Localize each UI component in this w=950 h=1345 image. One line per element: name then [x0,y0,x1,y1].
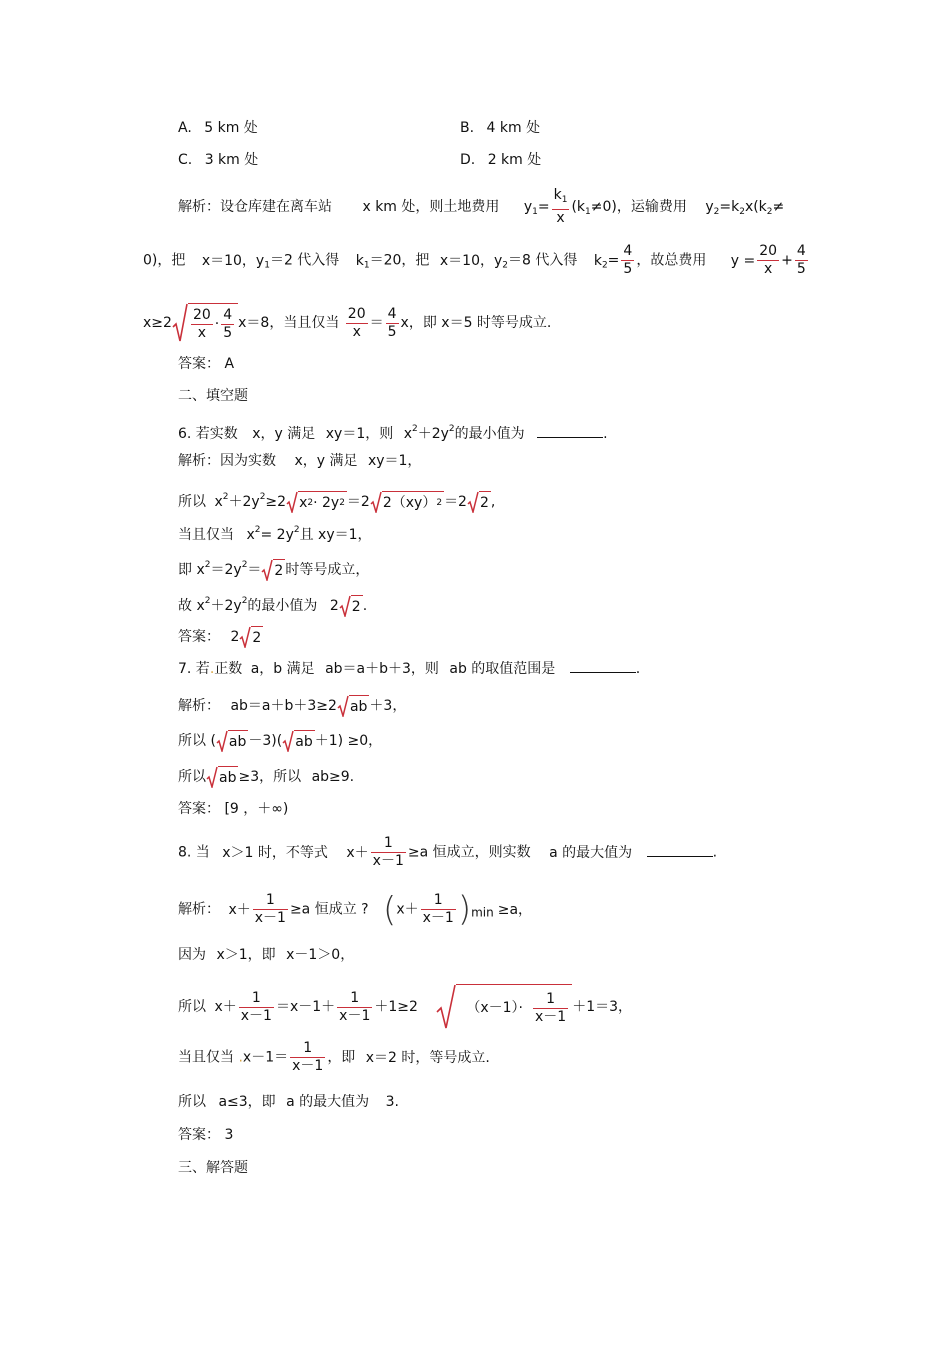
q8-solution-line-5: 所以 a≤3，即 a 的最大值为 3. [178,1094,399,1110]
section-heading-answer: 三、解答题 [178,1160,248,1176]
q5-solution-line-3: x≥2 $\frac{20}{x}$ · $\frac{4}{5}$ x＝8，当且仅当 $\frac{20}{x}$ ＝ $\frac{4}{5}$ x，即 x＝5 时等号成立. [143,303,551,343]
fraction: $\frac{1}{x-1}$ [254,892,286,926]
sqrt: ab [216,730,248,752]
option-label: D. [460,152,476,168]
q7-answer: 答案： [9 ，＋∞) [178,801,289,817]
q8-solution-line-3: 所以 x＋ $\frac{1}{x-1}$ ＝x－1＋ $\frac{1}{x-1}$ ＋1≥2 （x－1）· $\frac{1}{x-1}$ ＋1＝3， [178,984,632,1030]
option-c [178,150,258,170]
sqrt: 2 [261,559,285,581]
option-a [178,118,258,138]
sqrt: （x－1）· $\frac{1}{x-1}$ [436,984,572,1030]
q8-solution-line-1: 解析： x＋ $\frac{1}{x-1}$ ≥a 恒成立 ? (x＋ $\frac{1}{x-1}$ )min ≥a， [178,889,533,930]
section-heading-fill-in: 二、填空题 [178,388,248,404]
fraction: $\frac{4}{5}$ [796,243,806,277]
q6-solution-line-2: 所以 $x^2+2y^2\ge 2$ x 2 · 2y 2 ＝2 2（xy） 2 ＝2 2 , [178,492,496,511]
q6-solution-line-3: 当且仅当 $x^2= 2y^2$且 xy＝1， [178,525,372,543]
sqrt: 2（xy） 2 [370,491,444,513]
q7-stem: 7. 若.正数 a，b 满足 ab＝a＋b＋3，则 ab 的取值范围是 . [178,661,641,677]
option-label: C. [178,152,193,168]
fraction: $\frac{1}{x-1}$ [372,835,404,869]
fraction: $\frac{1}{x-1}$ [339,989,371,1024]
q7-solution-line-1: 解析： ab＝a＋b＋3≥2 ab ＋3， [178,695,406,717]
option-text: 2 km 处 [487,152,542,168]
fraction: $\frac{1}{x-1}$ [240,989,272,1024]
q8-answer: 答案： 3 [178,1127,234,1143]
sqrt: ab [282,730,314,752]
q6-solution-line-4: 即 $x^2=2y^2=$ 2 时等号成立， [178,560,370,579]
option-text: 4 km 处 [486,120,541,136]
answer-blank [647,844,713,857]
option-label: A. [178,120,192,136]
sqrt: $\frac{20}{x}$ · $\frac{4}{5}$ [172,303,238,343]
option-label: B. [460,120,475,136]
sqrt: ab [337,695,369,717]
answer-blank [570,660,636,673]
q6-answer: 答案： 2 2 [178,626,263,648]
q8-solution-line-4: 当且仅当 .x－1＝ $\frac{1}{x-1}$ ，即 x＝2 时，等号成立. [178,1040,490,1074]
fraction: $\frac{1}{x-1}$ [292,1040,324,1074]
q7-solution-line-2: 所以 ( ab －3)( ab ＋1) ≥0， [178,730,382,752]
sqrt: ab [206,766,238,788]
sqrt: 2 [339,595,363,617]
fraction: $\frac{20}{x}$ [347,305,366,340]
sqrt: 2 [239,626,263,648]
fraction: $\frac{k_1}{x}$ [553,187,568,226]
q5-solution-line-1: 解析：设仓库建在离车站 x km 处，则土地费用 $y_1=$ $\frac{k_1}{x}$ $(k_1\ne 0)$，运输费用 $y_2=k_2x(k_2\ne$ [178,187,785,226]
q7-solution-line-3: 所以 ab ≥3，所以 ab≥9. [178,766,354,788]
q8-stem: 8. 当 x＞1 时，不等式 x＋ $\frac{1}{x-1}$ ≥a 恒成立，则实数 a 的最大值为 . [178,835,718,869]
q8-solution-line-2: 因为 x＞1，即 x－1＞0， [178,947,355,963]
sqrt: 2 [467,491,491,513]
option-text: 5 km 处 [204,120,258,136]
answer-blank [537,425,603,438]
q6-solution-line-5: 故 $x^2+2y^2$的最小值为 2 2 . [178,596,368,615]
fraction: $\frac{4}{5}$ [387,305,397,340]
q6-stem: 6. 若实数 x，y 满足 xy＝1，则 $x^2+2y^2$的最小值为 . [178,424,608,442]
option-d [460,150,541,170]
q5-solution-line-2: 0)，把 x＝10，$y_1=2$ 代入得 $k_1=20$，把 x＝10，$y_2=8$ 代入得 $k_2=$ $\frac{4}{5}$ ，故总费用 y = $\frac{20}{x}$ + $\frac{4}{5}$ [143,243,806,277]
fraction: $\frac{20}{x}$ [759,243,778,277]
sqrt: x 2 · 2y 2 [286,491,347,513]
fraction: $\frac{1}{x-1}$ [422,892,454,926]
fraction: $\frac{4}{5}$ [623,243,633,277]
option-b [460,118,540,138]
q5-answer: 答案： A [178,356,235,372]
q6-solution-line-1: 解析：因为实数 x，y 满足 xy＝1， [178,453,422,469]
option-text: 3 km 处 [204,152,259,168]
